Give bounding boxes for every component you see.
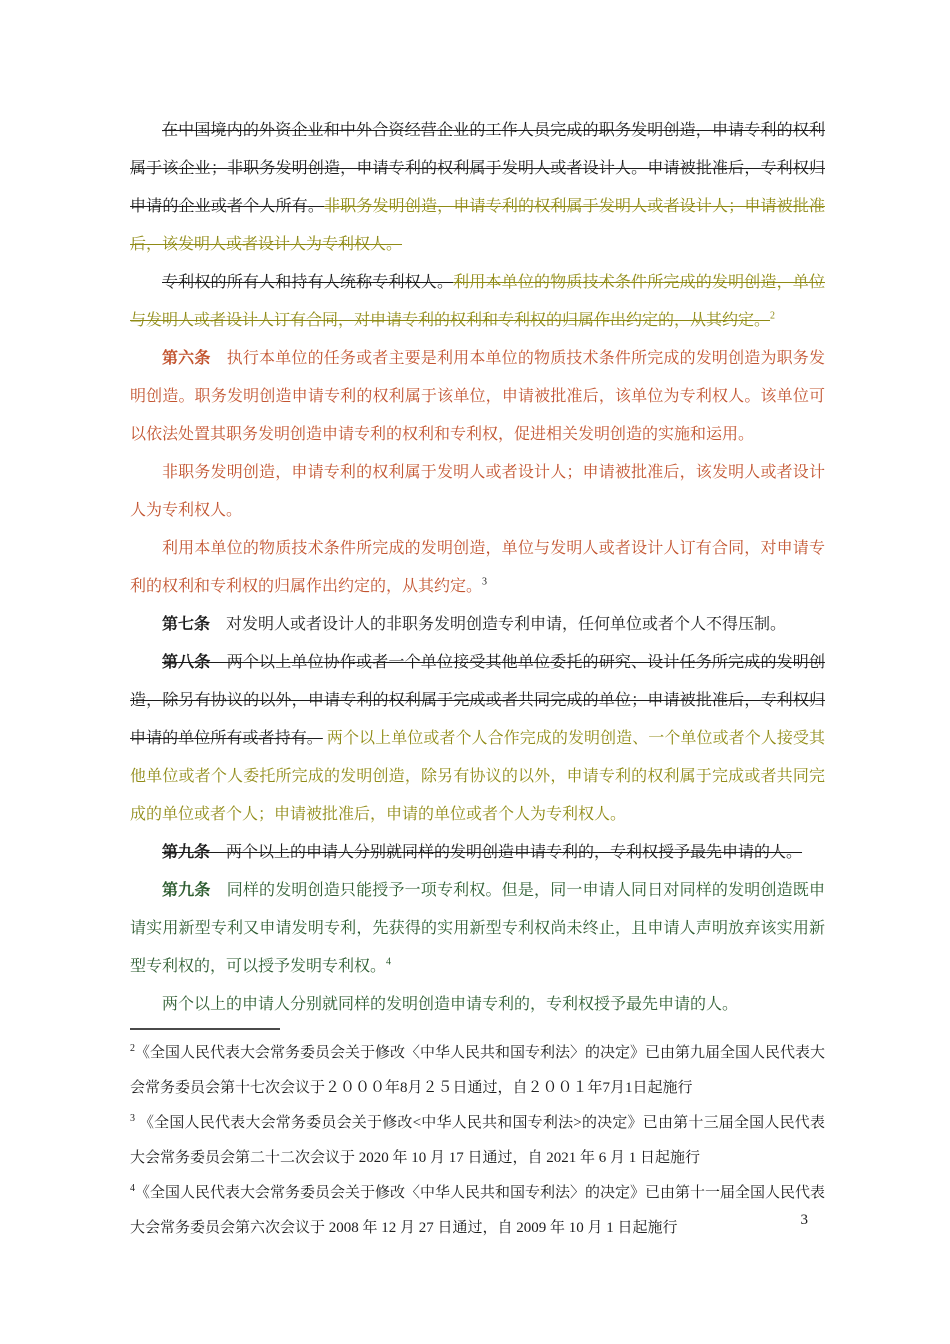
footnote-reference: 4: [386, 956, 392, 968]
footnote-marker: 4: [130, 1183, 135, 1194]
text-segment: 非职务发明创造，申请专利的权利属于发明人或者设计人；申请被批准后，该发明人或者设计人为专利权人。: [130, 198, 825, 253]
footnote-reference: 3: [482, 576, 488, 588]
paragraph: [130, 264, 825, 340]
footnote-marker: 3: [130, 1113, 135, 1124]
text-segment: 非职务发明创造，申请专利的权利属于发明人或者设计人；申请被批准后，该发明人或者设计人为专利权人。: [130, 464, 825, 519]
text-segment: 第九条: [162, 844, 211, 861]
footnote-list: [130, 1036, 825, 1246]
footnote: [130, 1036, 825, 1106]
text-segment: 对发明人或者设计人的非职务发明创造专利申请，任何单位或者个人不得压制。: [210, 616, 787, 633]
page-number: 3: [800, 1212, 808, 1228]
footnote-text: 《全国人民代表大会常务委员会关于修改〈中华人民共和国专利法〉的决定》已由第九届全国人民代表大会常务委员会第十七次会议于２０００年8月２５日通过，自２００１年7月1日起施行: [130, 1045, 826, 1096]
footnote-reference: 2: [770, 310, 776, 322]
text-segment: 同样的发明创造只能授予一项专利权。但是，同一申请人同日对同样的发明创造既申请实用新型专利又申请发明专利，先获得的实用新型专利权尚未终止，且申请人声明放弃该实用新型专利权的，可以授予发明专利权。: [130, 882, 825, 975]
document-body-text: [130, 112, 825, 1024]
text-segment: 两个以上单位协作或者一个单位接受其他单位委托的研究、设计任务所完成的发明创造，除另有协议的以外，申请专利的权利属于完成或者共同完成的单位；申请被批准后，专利权归申请的单位所有或者持有。: [130, 654, 825, 747]
paragraph: [130, 606, 825, 644]
footnote: [130, 1106, 825, 1176]
paragraph: [130, 834, 825, 872]
text-segment: 利用本单位的物质技术条件所完成的发明创造，单位与发明人或者设计人订有合同，对申请专利的权利和专利权的归属作出约定的，从其约定。: [130, 274, 825, 329]
text-segment: 专利权的所有人和持有人统称专利权人。: [162, 274, 454, 291]
text-segment: 第八条: [162, 654, 211, 671]
footnote-text: 《全国人民代表大会常务委员会关于修改<中华人民共和国专利法>的决定》已由第十三届全国人民代表大会常务委员会第二十二次会议于 2020 年 10 月 17 日通过，自 2021 年 6 月 1 日起施行: [130, 1115, 825, 1166]
text-segment: 两个以上的申请人分别就同样的发明创造申请专利的，专利权授予最先申请的人。: [162, 996, 739, 1013]
text-segment: 两个以上的申请人分别就同样的发明创造申请专利的，专利权授予最先申请的人。: [210, 844, 803, 861]
footnote-text: 《全国人民代表大会常务委员会关于修改〈中华人民共和国专利法〉的决定》已由第十一届全国人民代表大会常务委员会第六次会议于 2008 年 12 月 27 日通过，自 2009 年 10 月 1 日起施行: [130, 1185, 826, 1236]
paragraph: [130, 454, 825, 530]
paragraph: [130, 340, 825, 454]
footnote-separator: [130, 1028, 280, 1030]
paragraph: [130, 872, 825, 986]
paragraph: [130, 530, 825, 606]
footnote: [130, 1176, 825, 1246]
text-segment: 第六条: [162, 350, 211, 367]
text-segment: 在中国境内的外资企业和中外合资经营企业的工作人员完成的职务发明创造，申请专利的权利属于该企业；非职务发明创造，申请专利的权利属于发明人或者设计人。申请被批准后，专利权归申请的企业或者个人所有。: [130, 122, 825, 215]
paragraph: [130, 986, 825, 1024]
paragraph: [130, 644, 825, 834]
text-segment: 第七条: [162, 616, 211, 633]
text-segment: 第九条: [162, 882, 211, 899]
text-segment: 利用本单位的物质技术条件所完成的发明创造，单位与发明人或者设计人订有合同，对申请专利的权利和专利权的归属作出约定的，从其约定。: [130, 540, 825, 595]
footnote-area: [130, 1028, 825, 1246]
text-segment: 两个以上单位或者个人合作完成的发明创造、一个单位或者个人接受其他单位或者个人委托所完成的发明创造，除另有协议的以外，申请专利的权利属于完成或者共同完成的单位或者个人；申请被批准后，申请的单位或者个人为专利权人。: [130, 730, 825, 823]
footnote-marker: 2: [130, 1043, 135, 1054]
paragraph: [130, 112, 825, 264]
text-segment: 执行本单位的任务或者主要是利用本单位的物质技术条件所完成的发明创造为职务发明创造。职务发明创造申请专利的权利属于该单位，申请被批准后，该单位为专利权人。该单位可以依法处置其职务发明创造申请专利的权利和专利权，促进相关发明创造的实施和运用。: [130, 350, 825, 443]
